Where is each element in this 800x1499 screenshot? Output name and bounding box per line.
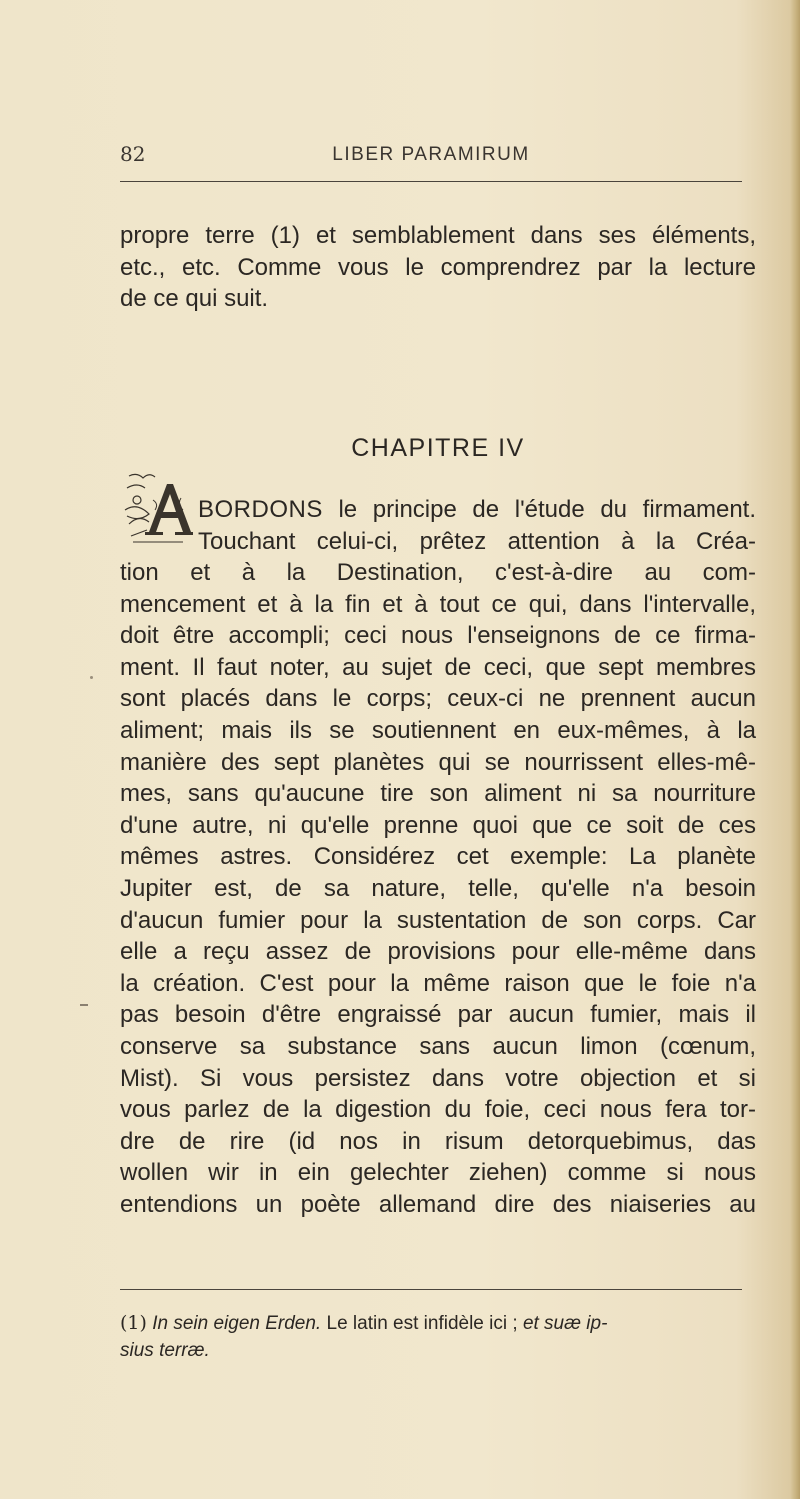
text-line: mencement et à la fin et à tout ce qui, dans l'intervalle, <box>120 590 756 618</box>
text-line: Mist). Si vous persistez dans votre objection et si <box>120 1064 756 1092</box>
smallcaps-word: BORDONS <box>198 496 323 523</box>
footnote-latin-cont: sius terræ. <box>120 1340 210 1361</box>
footnote-rule <box>120 1289 742 1290</box>
text-line: pas besoin d'être engraissé par aucun fumier, mais il <box>120 1001 756 1029</box>
footnote-text: Le latin est infidèle ici ; <box>321 1313 523 1334</box>
footnote-quote: In sein eigen Erden. <box>152 1313 322 1334</box>
footnote-latin: et suæ ip- <box>522 1313 608 1334</box>
text-line: conserve sa substance sans aucun limon (cœnum, <box>120 1032 756 1060</box>
footnote-line <box>120 1310 740 1337</box>
text-line: dre de rire (id nos in risum detorquebimus, das <box>120 1127 756 1155</box>
text-line: doit être accompli; ceci nous l'enseignons de ce firma- <box>120 622 756 650</box>
chapter-opening-lines <box>198 494 756 557</box>
dropcap-ornament-icon <box>123 470 195 548</box>
text-line: entendions un poète allemand dire des niaiseries au <box>120 1190 756 1218</box>
text-line: mêmes astres. Considérez cet exemple: La planète <box>120 843 756 871</box>
header-rule <box>120 181 742 182</box>
running-title: LIBER PARAMIRUM <box>332 144 530 165</box>
footnote <box>120 1310 740 1364</box>
text-line: aliment; mais ils se soutiennent en eux-mêmes, à la <box>120 716 756 744</box>
ornamental-dropcap <box>123 470 195 548</box>
text-line: mes, sans qu'aucune tire son aliment ni sa nourriture <box>120 780 756 808</box>
page-number: 82 <box>120 142 146 166</box>
text-line: propre terre (1) et semblablement dans ses éléments, <box>120 222 756 249</box>
text-line: manière des sept planètes qui se nourrissent elles-mê- <box>120 748 756 776</box>
chapter-body <box>120 557 756 1220</box>
text-line: etc., etc. Comme vous le comprendrez par la lecture <box>120 253 756 281</box>
text-span: Touchant celui-ci, prêtez attention à la Créa- <box>198 527 756 555</box>
text-line: sont placés dans le corps; ceux-ci ne prennent aucun <box>120 685 756 713</box>
text-line: d'une autre, ni qu'elle prenne quoi que ce soit de ces <box>120 811 756 839</box>
text-span: le principe de l'étude du firmament. <box>322 496 756 523</box>
text-line: d'aucun fumier pour la sustentation de son corps. Car <box>120 906 756 934</box>
text-line: vous parlez de la digestion du foie, ceci nous fera tor- <box>120 1096 756 1124</box>
page-header <box>120 142 742 172</box>
text-line: la création. C'est pour la même raison que le foie n'a <box>120 969 756 997</box>
text-line <box>198 526 756 558</box>
margin-mark <box>80 1004 88 1006</box>
text-line: wollen wir in ein gelechter ziehen) comme si nous <box>120 1159 756 1187</box>
text-line: elle a reçu assez de provisions pour elle-même dans <box>120 938 756 966</box>
chapter-title: CHAPITRE IV <box>351 434 525 462</box>
intro-paragraph <box>120 220 756 315</box>
text-line <box>198 494 756 526</box>
text-line: de ce qui suit. <box>120 285 269 313</box>
svg-text:A: A <box>149 529 151 531</box>
text-line: Jupiter est, de sa nature, telle, qu'elle n'a besoin <box>120 874 756 902</box>
text-line: tion et à la Destination, c'est-à-dire au com- <box>120 559 756 586</box>
footnote-number: (1) <box>120 1312 147 1334</box>
page-gutter-shadow <box>790 0 800 1499</box>
margin-speck <box>90 676 93 679</box>
footnote-line <box>120 1337 740 1364</box>
text-line: ment. Il faut noter, au sujet de ceci, que sept membres <box>120 653 756 681</box>
